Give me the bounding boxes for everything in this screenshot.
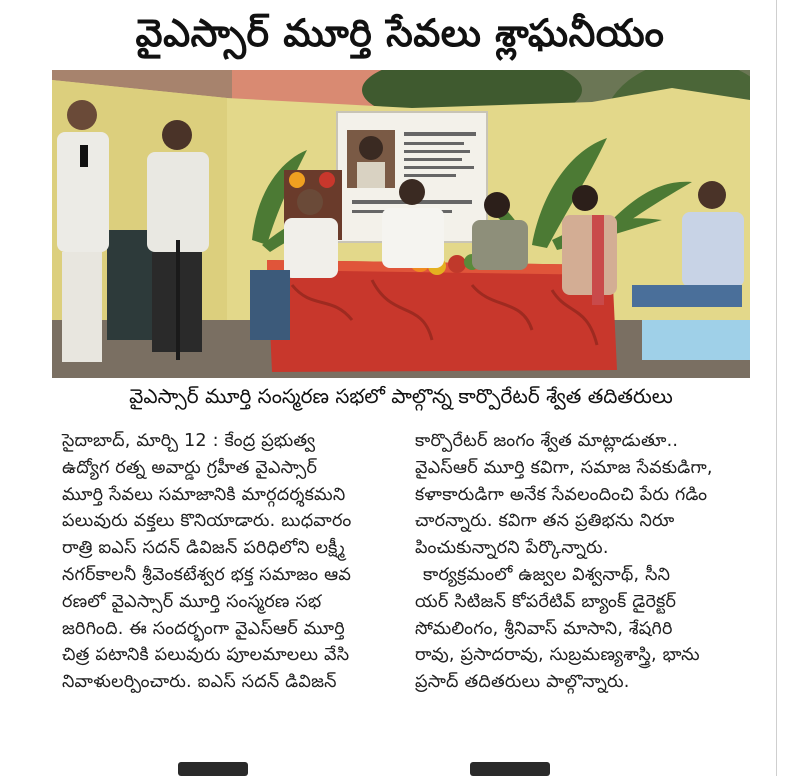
photo-caption: వైఎస్సార్ మూర్తి సంస్మరణ సభలో పాల్గొన్న కార్పొరేటర్ శ్వేత తదితరులు — [129, 384, 673, 408]
standing-elder — [147, 120, 209, 360]
body-line: చిత్ర పటానికి పలువురు పూలమాలలు వేసి — [62, 645, 350, 666]
event-photo — [52, 70, 750, 378]
body-line: రావు, ప్రసాదరావు, సుబ్రమణ్యశాస్త్రి, భాను — [415, 645, 700, 666]
body-line: పించుకున్నారని పేర్కొన్నారు. — [415, 538, 609, 559]
body-line: నివాళులర్పించారు. ఐఎస్ సదన్ డివిజన్ — [62, 672, 337, 693]
body-line: వైఎస్ఆర్ మూర్తి కవిగా, సమాజ సేవకుడిగా, — [415, 457, 713, 478]
body-line: కళాకారుడిగా అనేక సేవలందించి పేరు గడిం — [415, 484, 708, 505]
column-divider — [776, 0, 777, 776]
body-line: పలువురు వక్తలు కొనియాడారు. బుధవారం — [62, 511, 352, 532]
body-line: కార్పొరేటర్ జంగం శ్వేత మాట్లాడుతూ.. — [415, 431, 679, 451]
body-line: జరిగింది. ఈ సందర్భంగా వైఎస్ఆర్ మూర్తి — [62, 618, 345, 639]
body-line: చారన్నారు. కవిగా తన ప్రతిభను నిరూ — [415, 511, 675, 532]
body-line: రణలో వైఎస్సార్ మూర్తి సంస్మరణ సభ — [62, 591, 322, 612]
next-article-cutoff — [470, 762, 550, 776]
body-line: కార్యక్రమంలో ఉజ్వల విశ్వనాథ్, సీని — [423, 564, 671, 585]
body-line: యర్ సిటిజన్ కోపరేటివ్ బ్యాంక్ డైరెక్టర్ — [415, 591, 677, 612]
body-line: సైదాబాద్, మార్చి 12 : కేంద్ర ప్రభుత్వ — [62, 431, 316, 451]
article-column-right — [415, 428, 760, 696]
speaker-person — [57, 100, 109, 362]
body-line: సోమలింగం, శ్రీనివాస్ మాసాని, శేషగిరి — [415, 618, 673, 639]
body-line: ఉద్యోగ రత్న అవార్డు గ్రహీత వైఎస్సార్ — [62, 457, 318, 478]
article-column-left — [62, 428, 392, 696]
body-line: రాత్రి ఐఎస్ సదన్ డివిజన్ పరిధిలోని లక్ష్మీ — [62, 538, 345, 559]
body-line: నగర్‌కాలనీ శ్రీవెంకటేశ్వర భక్త సమాజం ఆవ — [62, 564, 352, 585]
next-article-cutoff — [178, 762, 248, 776]
body-line: మూర్తి సేవలు సమాజానికి మార్గదర్శకమని — [62, 484, 346, 505]
event-photo-illustration — [52, 70, 750, 378]
body-line: ప్రసాద్ తదితరులు పాల్గొన్నారు. — [415, 672, 630, 693]
headline: వైఎస్సార్ మూర్తి సేవలు శ్లాఘనీయం — [135, 11, 665, 55]
